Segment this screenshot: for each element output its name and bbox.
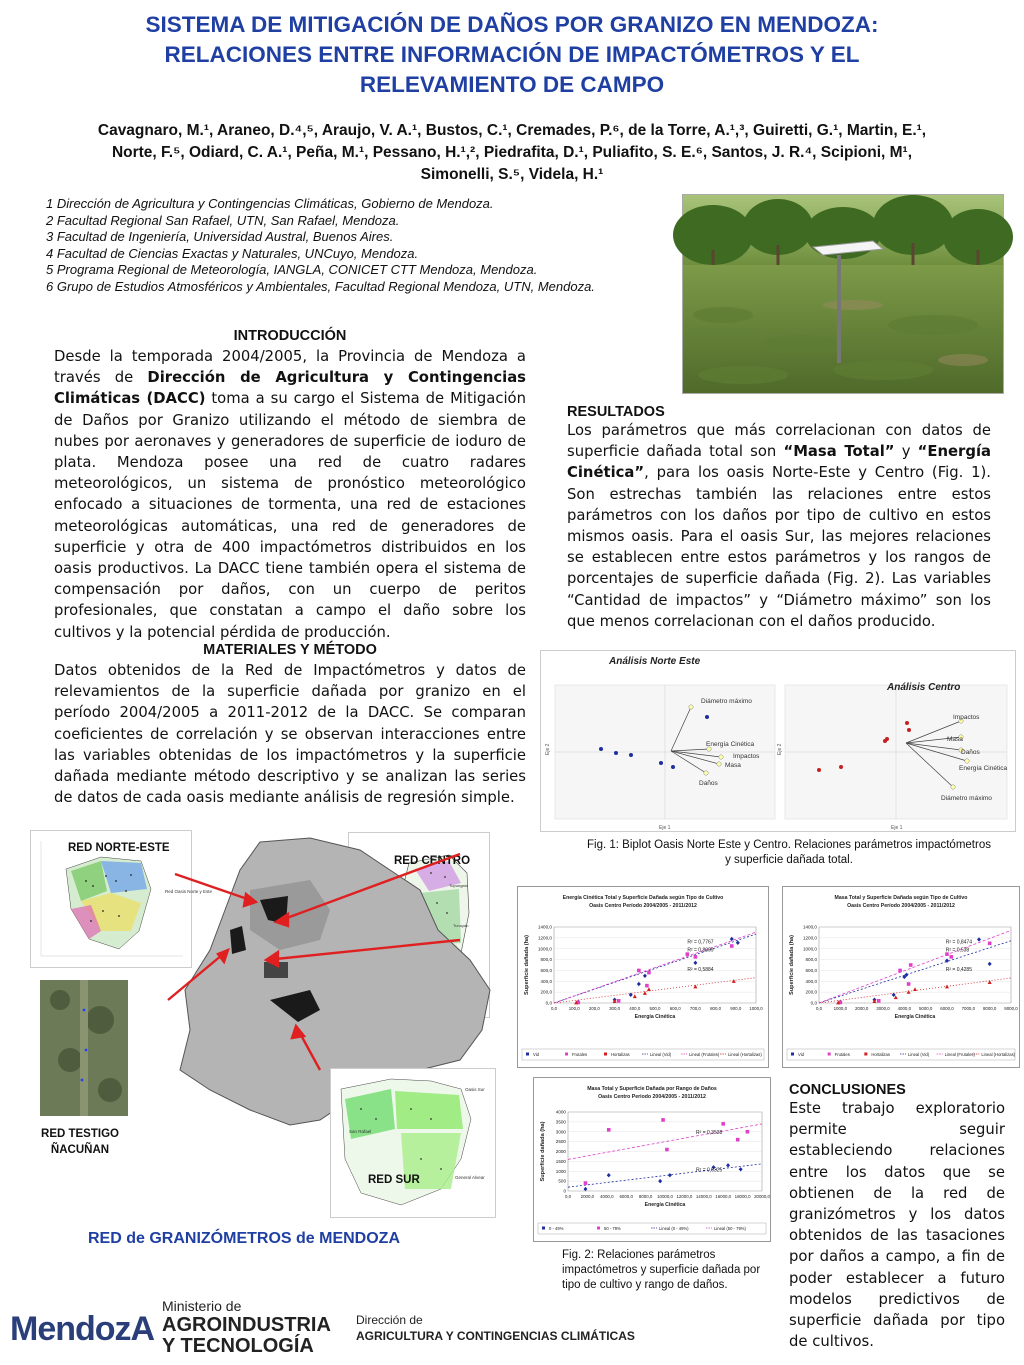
chart-title: Masa Total y Superficie Dañada por Rango de Daños — [587, 1086, 717, 1092]
data-point — [907, 982, 911, 986]
legend-label: Lineal (Vid) — [908, 1051, 930, 1057]
legend-label: Lineal (Hortalizas) — [981, 1051, 1016, 1057]
data-point — [898, 969, 902, 973]
y-tick-label: 400,0 — [805, 978, 817, 984]
chart-title: Masa Total y Superficie Dañada según Tipo de Cultivo — [834, 895, 968, 901]
title-line-1: SISTEMA DE MITIGACIÓN DE DAÑOS POR GRANIZO EN MENDOZA: — [145, 12, 879, 37]
chart-subtitle: Oasis Centro Período 2004/2005 - 2011/2012 — [847, 903, 955, 909]
data-point — [877, 999, 881, 1003]
map-sur — [330, 1068, 496, 1218]
legend-swatch — [526, 1053, 529, 1056]
biplot-right-yaxis: Eje 2 — [777, 743, 783, 755]
data-point — [694, 955, 698, 959]
label-red-testigo-2: ÑACUÑAN — [50, 1144, 110, 1156]
x-tick-label: 100,0 — [568, 1006, 580, 1011]
materials-text: Datos obtenidos de la Red de Impactómetros y datos de relevamientos de la superficie dañada por granizo en el período 2004/2005 a 2011-2012 de la DACC. Se comparan coeficientes de correlación y se observan interacciones entre las variables obtenidas de los impactómetros y la superficie dañada mediante método descriptivo y se analizan las series de datos de cada oasis mediante análisis de regresión simple. — [54, 662, 526, 807]
affiliation-4: 4 Facultad de Ciencias Exactas y Naturales, UNCuyo, Mendoza. — [46, 245, 419, 261]
introduction-heading: INTRODUCCIÓN — [233, 328, 347, 344]
introduction-section — [54, 328, 526, 643]
legend-swatch — [604, 1053, 607, 1056]
biplot-left-title: Análisis Norte Este — [609, 656, 701, 667]
r2-annotation: R² = 0,8009 — [687, 947, 714, 954]
biplot-right-title: Análisis Centro — [887, 682, 961, 693]
r2-annotation: R² = 0,7767 — [687, 939, 714, 946]
y-tick-label: 1000 — [555, 1168, 566, 1174]
y-tick-label: 1200,0 — [802, 935, 817, 941]
y-tick-label: 4000 — [555, 1109, 566, 1115]
legend-swatch — [542, 1227, 545, 1230]
legend-label: Hortalizas — [611, 1051, 630, 1057]
data-point — [909, 963, 913, 967]
chart-masa-rango — [533, 1077, 771, 1242]
plot-area — [819, 927, 1011, 1003]
biplot-left-xaxis: Eje 1 — [659, 825, 671, 831]
x-tick-label: 2000,0 — [854, 1006, 869, 1011]
biplot-right-xaxis: Eje 1 — [891, 825, 903, 831]
poster-title — [0, 10, 1024, 100]
biplot-right-label-4: Energía Cinética — [959, 765, 1008, 772]
introduction-text — [54, 346, 526, 643]
fig1-caption: Fig. 1: Biplot Oasis Norte Este y Centro. Relaciones parámetros impactómetros y superficie dañada total. — [587, 839, 991, 866]
r2-annotation: R² = 0,5884 — [687, 967, 714, 974]
conclusions-section — [789, 1082, 1005, 1352]
x-tick-label: 800,0 — [710, 1006, 722, 1011]
x-tick-label: 900,0 — [730, 1006, 742, 1011]
dacc-line: AGRICULTURA Y CONTINGENCIAS CLIMÁTICAS — [356, 1329, 635, 1343]
affiliation-3: 3 Facultad de Ingeniería, Universidad Austral, Buenos Aires. — [46, 229, 394, 244]
biplot-right-label-1: Impactos — [953, 714, 980, 721]
affiliation-5: 5 Programa Regional de Meteorología, IANGLA, CONICET CTT Mendoza, Mendoza. — [46, 262, 538, 277]
x-tick-label: 20000,0 — [754, 1194, 770, 1199]
x-tick-label: 0,0 — [815, 1006, 823, 1011]
oasis-sur-label: Oasis Sur — [465, 1087, 485, 1092]
x-tick-label: 7000,0 — [961, 1006, 976, 1011]
legend-label: Frutales — [834, 1051, 850, 1057]
data-point — [584, 1181, 588, 1185]
legend-swatch — [791, 1053, 794, 1056]
x-tick-label: 9000,0 — [1004, 1006, 1018, 1011]
y-tick-label: 1200,0 — [537, 935, 552, 941]
y-tick-label: 800,0 — [805, 957, 817, 963]
dacc-logo — [356, 1312, 635, 1344]
general-alvear-label: General Alvear — [455, 1175, 485, 1180]
y-tick-label: 200,0 — [540, 989, 552, 995]
r2-annotation: R² = 0,8474 — [945, 939, 973, 946]
authors-line-1: Cavagnaro, M.¹, Araneo, D.⁴,⁵, Araujo, V. A.¹, Bustos, C.¹, Cremades, P.⁶, de la Torre, A.¹,³, Guiretti, G.¹, Martin, E.¹, — [97, 122, 927, 139]
results-bold-masa: “Masa Total” — [783, 443, 895, 461]
legend-label: Lineal (0 - 49%) — [659, 1225, 689, 1231]
y-axis-label: Superficie dañada (ha) — [524, 935, 530, 995]
x-tick-label: 0,0 — [564, 1194, 572, 1199]
affiliation-1: 1 Dirección de Agricultura y Contingencias Climáticas, Gobierno de Mendoza. — [46, 196, 494, 211]
y-tick-label: 500 — [558, 1178, 566, 1184]
data-point — [746, 1130, 750, 1134]
legend-label: Lineal (Vid) — [650, 1051, 672, 1057]
legend-swatch — [597, 1227, 600, 1230]
intro-bold-dacc: Dirección de Agricultura y Contingencias Climáticas (DACC) — [54, 369, 526, 408]
satellite-nacunan — [40, 980, 128, 1116]
materials-section — [54, 642, 526, 808]
legend-swatch — [565, 1053, 568, 1056]
legend-label: Lineal (Frutales) — [944, 1051, 975, 1057]
tupungato-label: Tupungato — [449, 883, 468, 888]
legend-label: Lineal (50 - 79%) — [714, 1225, 746, 1231]
y-tick-label: 0,0 — [810, 1000, 817, 1006]
agroindustria-line: AGROINDUSTRIA — [162, 1314, 331, 1336]
x-tick-label: 200,0 — [588, 1006, 600, 1011]
y-tick-label: 1400,0 — [537, 924, 552, 930]
biplot-left-label-2: Energía Cinética — [706, 741, 755, 748]
x-tick-label: 16000,0 — [715, 1194, 732, 1199]
title-line-3: RELEVAMIENTO DE CAMPO — [359, 72, 665, 97]
san-rafael-label: San Rafael — [349, 1129, 372, 1134]
x-tick-label: 8000,0 — [982, 1006, 997, 1011]
title-line-2: RELACIONES ENTRE INFORMACIÓN DE IMPACTÓMETROS Y EL — [164, 42, 860, 67]
x-tick-label: 4000,0 — [600, 1194, 614, 1199]
ministerio-logo — [162, 1298, 331, 1357]
chart-masa-cultivo — [782, 886, 1020, 1068]
intro-text-rest: toma a su cargo el Sistema de Mitigación de Daños por Granizo utilizando el método de siembra de nubes por aeronaves y generadores de superficie de ioduro de plata. Mendoza posee una red de cuatro radares meteorológicos, un sistema de pronóstico meteorológico enfocado a situaciones de tormenta, una red de estaciones meteorológicas automáticas, una red de generadores de superficie y otra de 400 impactómetros distribuidos en los oasis productivos. La DACC tiene también opera el sistema de compensación por daños, con un cuerpo de peritos profesionales, que constatan a campo el daño sobre los cultivos y la potencial pérdida de producción. — [54, 390, 526, 641]
y-tick-label: 600,0 — [540, 968, 552, 974]
results-text — [567, 420, 991, 632]
data-point — [607, 1128, 611, 1132]
hail-pad-field-photo — [682, 194, 1004, 394]
y-tick-label: 0,0 — [545, 1000, 552, 1006]
y-tick-label: 3500 — [555, 1119, 566, 1125]
chart-title: Energía Cinética Total y Superficie Dañada según Tipo de Cultivo — [562, 895, 724, 901]
legend-swatch — [864, 1053, 867, 1056]
affiliation-6: 6 Grupo de Estudios Atmosféricos y Ambientales, Facultad Regional Mendoza, UTN, Mendoza. — [46, 278, 595, 294]
y-axis-label: Superficie dañada (ha) — [789, 935, 795, 995]
x-tick-label: 12000,0 — [676, 1194, 693, 1199]
biplot-left-label-5: Daños — [699, 780, 718, 787]
y-axis-label: Superficie dañada (ha) — [540, 1121, 546, 1182]
label-red-norte-este: RED NORTE-ESTE — [68, 842, 170, 854]
affiliations — [46, 196, 676, 295]
data-point — [661, 1118, 665, 1122]
x-tick-label: 500,0 — [649, 1006, 661, 1011]
y-tick-label: 2500 — [555, 1139, 566, 1145]
biplot-left-label-1: Diámetro máximo — [701, 698, 752, 705]
r2-annotation: R² = 0,4285 — [945, 967, 973, 974]
fig2-caption: Fig. 2: Relaciones parámetros impactómetros y superficie dañada por tipo de cultivo y rango de daños. — [562, 1249, 761, 1291]
r2-annotation: R² = 0,538 — [945, 947, 970, 954]
biplot-left-label-4: Masa — [725, 762, 741, 769]
x-tick-label: 600,0 — [669, 1006, 681, 1011]
legend-label: Vid — [798, 1051, 804, 1057]
y-tick-label: 2000 — [555, 1149, 566, 1155]
data-point — [647, 971, 651, 975]
label-red-centro: RED CENTRO — [394, 855, 471, 867]
x-tick-label: 18000,0 — [734, 1194, 751, 1199]
r2-annotation: R² = 0,6325 — [696, 1167, 723, 1174]
x-tick-label: 14000,0 — [695, 1194, 712, 1199]
chart-subtitle: Oasis Centro Periodo 2004/2005 - 2011/2012 — [598, 1094, 706, 1100]
ministerio-line: Ministerio de — [162, 1298, 242, 1314]
x-tick-label: 5000,0 — [918, 1006, 933, 1011]
data-point — [988, 941, 992, 945]
y-tick-label: 1400,0 — [802, 924, 817, 930]
data-point — [665, 1148, 669, 1152]
legend-label: 50 - 79% — [604, 1225, 621, 1231]
y-tick-label: 600,0 — [805, 968, 817, 974]
label-red-sur: RED SUR — [368, 1174, 420, 1186]
x-axis-label: Energía Cinética — [644, 1202, 686, 1208]
y-tick-label: 0 — [563, 1188, 566, 1194]
x-tick-label: 300,0 — [609, 1006, 621, 1011]
x-tick-label: 8000,0 — [638, 1194, 653, 1199]
direccion-line: Dirección de — [356, 1313, 423, 1327]
biplot-right-label-2: Masa — [947, 736, 963, 743]
legend-label: 0 - 49% — [549, 1225, 564, 1231]
x-tick-label: 4000,0 — [897, 1006, 912, 1011]
conclusions-heading: CONCLUSIONES — [789, 1082, 906, 1098]
x-tick-label: 10000,0 — [657, 1194, 673, 1199]
x-tick-label: 3000,0 — [876, 1006, 890, 1011]
data-point — [736, 1138, 740, 1142]
y-tick-label: 200,0 — [805, 989, 817, 995]
materials-heading: MATERIALES Y MÉTODO — [203, 642, 377, 658]
x-tick-label: 0,0 — [550, 1006, 558, 1011]
legend-label: Hortalizas — [871, 1051, 890, 1057]
tecnologia-line: Y TECNOLOGÍA — [162, 1335, 314, 1357]
x-axis-label: Energía Cinética — [634, 1014, 676, 1020]
biplot-left-yaxis: Eje 2 — [545, 743, 551, 755]
author-list — [40, 120, 984, 186]
x-tick-label: 2000,0 — [580, 1194, 595, 1199]
biplot-left-label-3: Impactos — [733, 753, 760, 760]
x-axis-label: Energía Cinética — [894, 1014, 936, 1020]
plot-area — [554, 927, 756, 1003]
biplot-figure — [540, 650, 1016, 832]
authors-line-3: Simonelli, S.⁵, Videla, H.¹ — [420, 166, 604, 183]
results-bold-energia: “Energía Cinética” — [567, 443, 992, 482]
data-point — [617, 999, 621, 1003]
tunuyan-label: Tunuyán — [453, 923, 469, 928]
legend-label: Vid — [533, 1051, 539, 1057]
intro-text-part: Desde la temporada 2004/2005, la Provincia de Mendoza a través de — [54, 348, 526, 387]
ne-inset-label: Red Oasis Norte y Este — [165, 889, 213, 894]
legend-label: Frutales — [572, 1051, 588, 1057]
network-title: RED de GRANIZÓMETROS de MENDOZA — [88, 1230, 401, 1247]
chart-subtitle: Oasis Centro Período 2004/2005 - 2011/2012 — [589, 903, 697, 909]
data-point — [730, 944, 734, 948]
y-tick-label: 1000,0 — [802, 946, 817, 952]
results-section — [567, 404, 991, 632]
x-tick-label: 6000,0 — [940, 1006, 954, 1011]
data-point — [949, 955, 953, 959]
data-point — [645, 984, 649, 988]
y-tick-label: 400,0 — [540, 978, 552, 984]
y-tick-label: 3000 — [555, 1129, 566, 1135]
affiliation-2: 2 Facultad Regional San Rafael, UTN, San Rafael, Mendoza. — [46, 212, 400, 228]
results-text-3: , para los oasis Norte-Este y Centro (Fig. 1). Son estrechas también las relaciones entre estos parámetros con los daños por tipo de cultivo en estos mismos oasis. Para el oasis Sur, las mejores relaciones se establecen entre estos parámetros y los rangos de porcentajes de superficie dañada (Fig. 2). Las variables “Cantidad de impactos” y “Diámetro máximo” son los que menos correlacionan con el daños producido. — [567, 464, 991, 630]
y-tick-label: 1000,0 — [537, 946, 552, 952]
legend-label: Lineal (Hortalizas) — [728, 1051, 762, 1057]
authors-line-2: Norte, F.⁵, Odiard, C. A.¹, Peña, M.¹, Pessano, H.¹,², Piedrafita, D.¹, Puliafito, S. E.⁶, Santos, J. R.⁴, Scipioni, M¹, — [111, 144, 913, 161]
results-heading: RESULTADOS — [567, 404, 665, 420]
x-tick-label: 400,0 — [629, 1006, 641, 1011]
data-point — [721, 1122, 725, 1126]
x-tick-label: 1000,0 — [749, 1006, 763, 1011]
chart-energia-cultivo — [517, 886, 769, 1068]
r2-annotation: R² = 0,3538 — [696, 1130, 723, 1137]
x-tick-label: 1000,0 — [833, 1006, 848, 1011]
label-red-testigo-1: RED TESTIGO — [41, 1128, 119, 1140]
x-tick-label: 6000,0 — [619, 1194, 633, 1199]
x-tick-label: 700,0 — [689, 1006, 701, 1011]
legend-label: Lineal (Frutales) — [689, 1051, 720, 1057]
mendoza-logo: MendozA — [10, 1310, 155, 1348]
data-point — [637, 969, 641, 973]
y-tick-label: 800,0 — [540, 957, 552, 963]
y-tick-label: 1500 — [555, 1158, 566, 1164]
biplot-right-label-3: Daños — [961, 749, 980, 756]
results-text-2: y — [894, 443, 918, 461]
legend-swatch — [828, 1053, 831, 1056]
conclusions-text: Este trabajo exploratorio permite seguir estableciendo relaciones entre los datos que se obtienen de la red de granizómetros y los datos obtenidos de las tasaciones por daños a campo, a fin de poder establecer a futuro modelos predictivos de superficie dañada por tipo de cultivos. — [789, 1100, 1005, 1351]
biplot-right-label-5: Diámetro máximo — [941, 795, 992, 802]
label-red-testigo — [40, 1126, 120, 1158]
results-text-1: Los parámetros que más correlacionan con datos de superficie dañada total son — [567, 422, 991, 461]
